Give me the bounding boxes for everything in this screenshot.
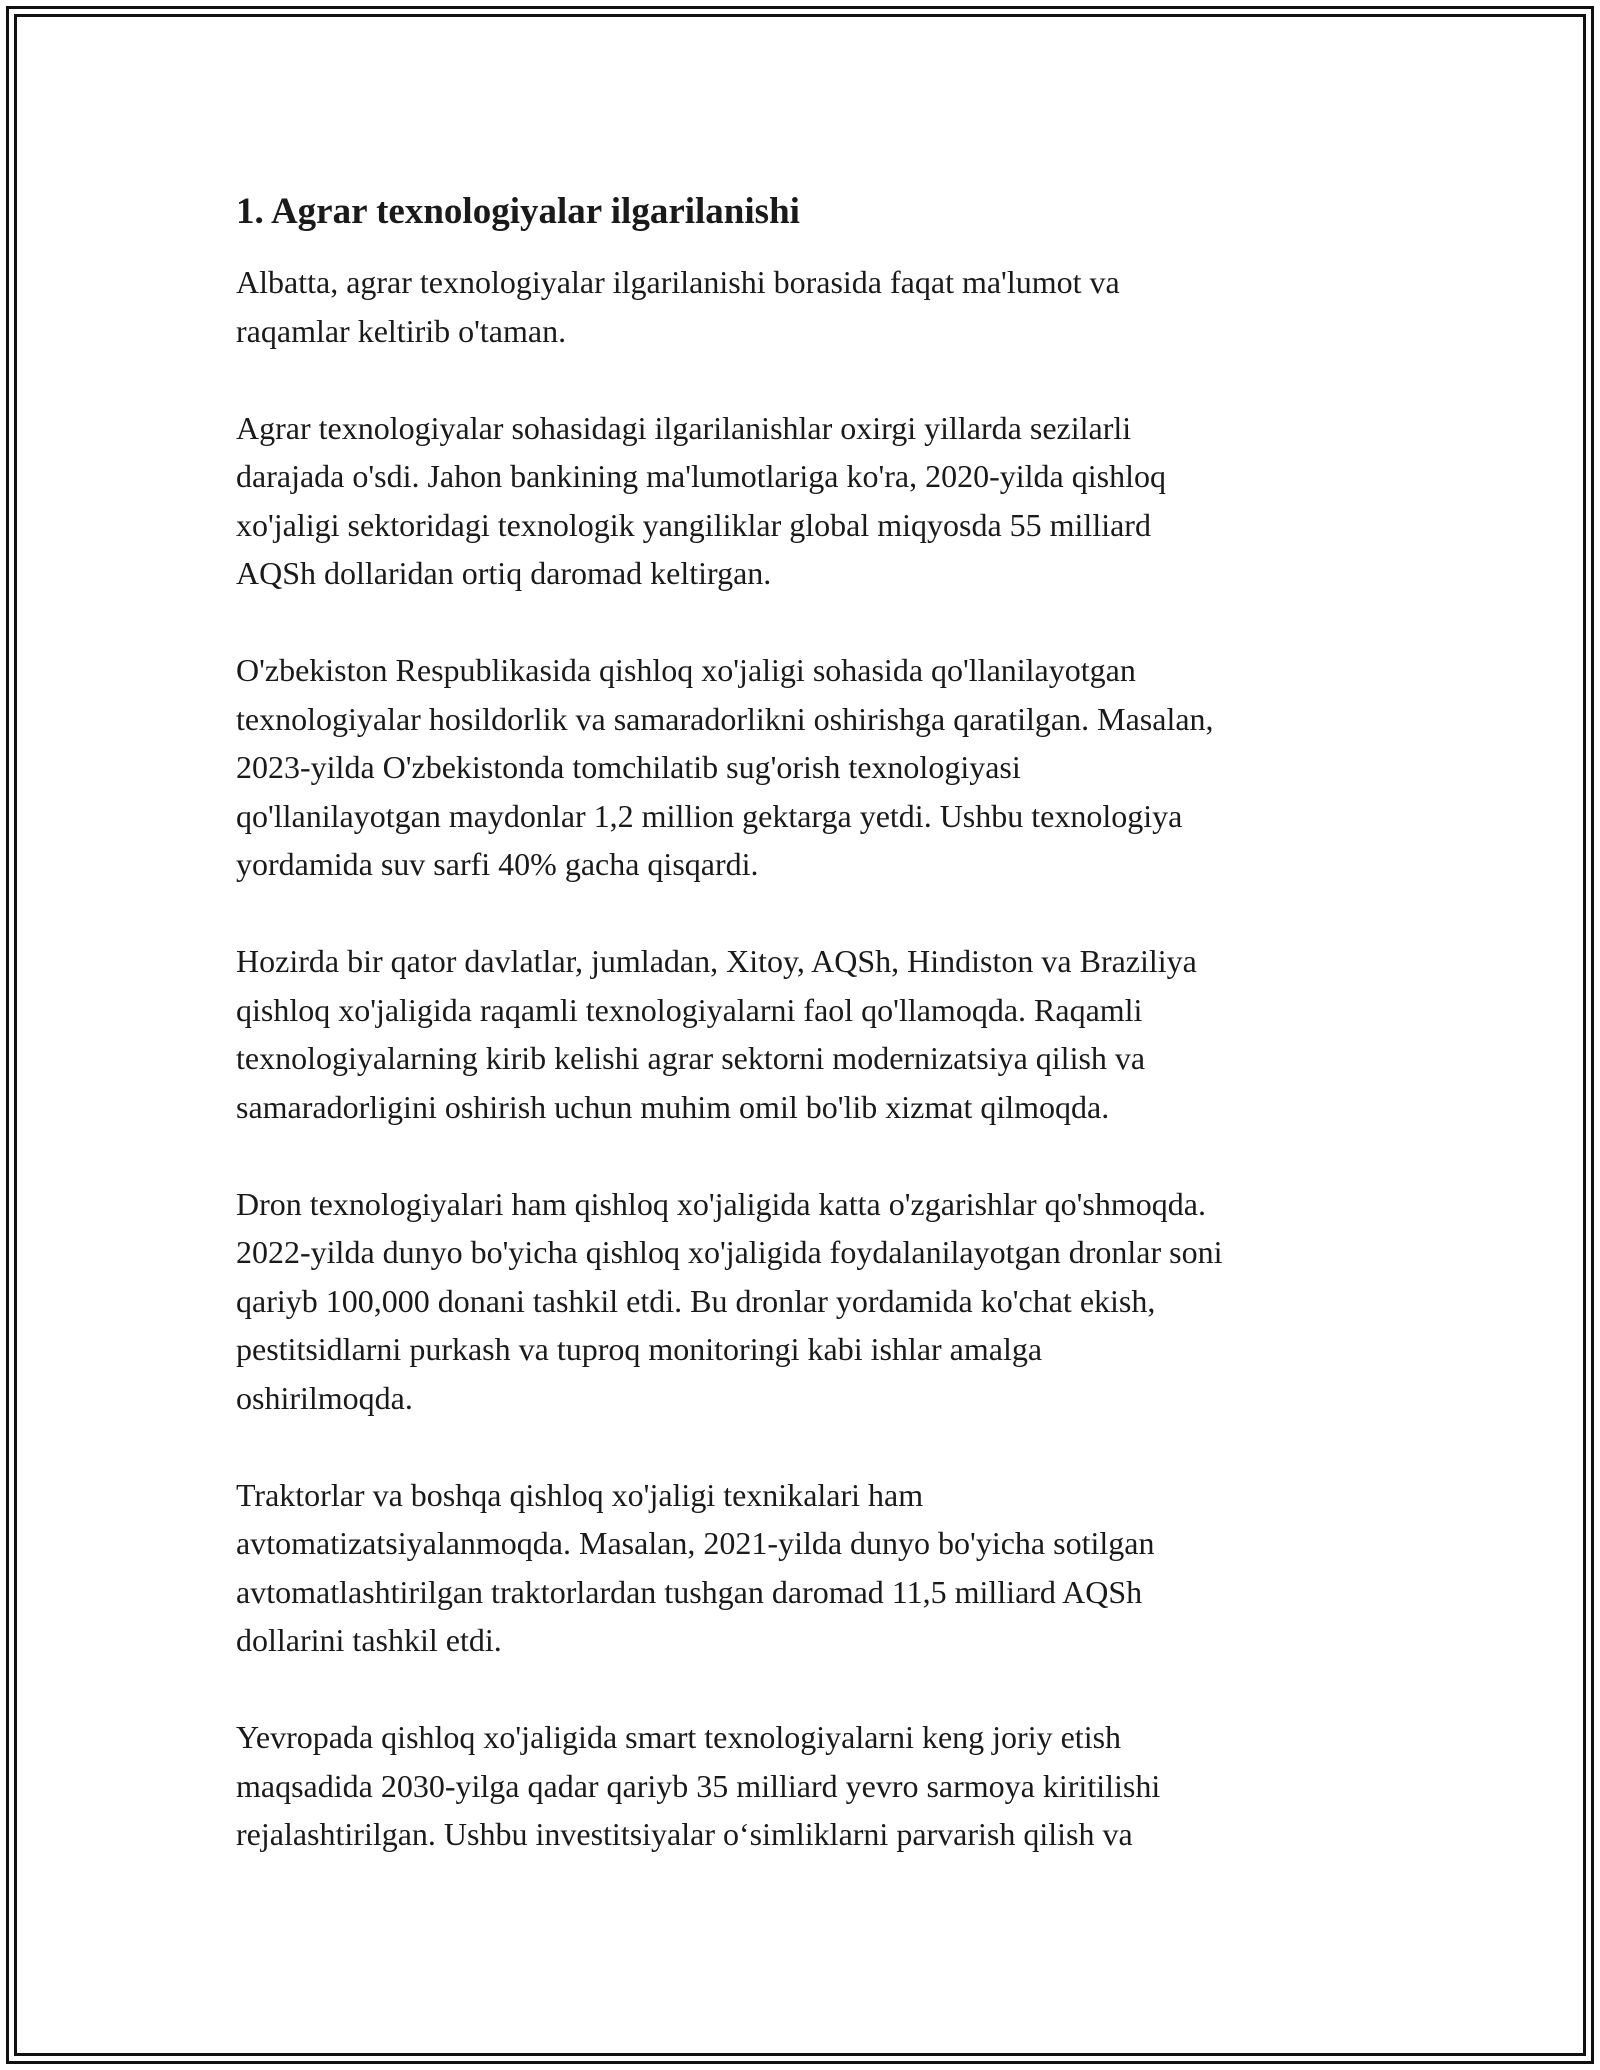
paragraph-line: oshirilmoqda. <box>236 1379 413 1416</box>
paragraph-line: 2022-yilda dunyo bo'yicha qishloq xo'jaligida foydalanilayotgan dronlar soni <box>236 1234 1223 1270</box>
paragraph-line: raqamlar keltirib o'taman. <box>236 312 567 349</box>
paragraph-line: qariyb 100,000 donani tashkil etdi. Bu dronlar yordamida ko'chat ekish, <box>236 1282 1156 1319</box>
paragraph <box>236 937 1366 1131</box>
paragraph-line: Traktorlar va boshqa qishloq xo'jaligi texnikalari ham <box>236 1476 924 1513</box>
paragraph <box>236 258 1366 355</box>
paragraph-line: pestitsidlarni purkash va tuproq monitoringi kabi ishlar amalga <box>236 1331 1043 1367</box>
paragraph-line: Yevropada qishloq xo'jaligida smart texnologiyalarni keng joriy etish <box>236 1719 1122 1755</box>
paragraph-line: yordamida suv sarfi 40% gacha qisqardi. <box>236 846 759 882</box>
paragraph-line: qishloq xo'jaligida raqamli texnologiyalarni faol qo'llamoqda. Raqamli <box>236 991 1143 1028</box>
paragraph-line: texnologiyalarning kirib kelishi agrar sektorni modernizatsiya qilish va <box>236 1040 1146 1076</box>
paragraph-line: AQSh dollaridan ortiq daromad keltirgan. <box>236 555 772 591</box>
paragraph <box>236 1180 1366 1423</box>
paragraph <box>236 1471 1366 1665</box>
paragraph-line: xo'jaligi sektoridagi texnologik yangiliklar global miqyosda 55 milliard <box>236 506 1151 543</box>
paragraph-line: Albatta, agrar texnologiyalar ilgarilanishi borasida faqat ma'lumot va <box>236 264 1120 300</box>
document-page <box>236 188 1366 1907</box>
paragraph-line: rejalashtirilgan. Ushbu investitsiyalar o‘simliklarni parvarish qilish va <box>236 1816 1133 1852</box>
paragraph-line: qo'llanilayotgan maydonlar 1,2 million gektarga yetdi. Ushbu texnologiya <box>236 797 1183 834</box>
paragraph <box>236 404 1366 598</box>
paragraph-line: avtomatizatsiyalanmoqda. Masalan, 2021-yilda dunyo bo'yicha sotilgan <box>236 1525 1155 1561</box>
section-heading: 1. Agrar texnologiyalar ilgarilanishi <box>236 191 800 232</box>
paragraph-line: Hozirda bir qator davlatlar, jumladan, Xitoy, AQSh, Hindiston va Braziliya <box>236 943 1197 979</box>
paragraph-line: 2023-yilda O'zbekistonda tomchilatib sug'orish texnologiyasi <box>236 749 1021 785</box>
paragraph <box>236 646 1366 889</box>
paragraph-line: samaradorligini oshirish uchun muhim omil bo'lib xizmat qilmoqda. <box>236 1088 1110 1125</box>
paragraph-line: Agrar texnologiyalar sohasidagi ilgarilanishlar oxirgi yillarda sezilarli <box>236 409 1132 446</box>
paragraph-line: O'zbekiston Respublikasida qishloq xo'jaligi sohasida qo'llanilayotgan <box>236 652 1136 688</box>
paragraph-line: avtomatlashtirilgan traktorlardan tushgan daromad 11,5 milliard AQSh <box>236 1573 1143 1610</box>
paragraph-line: darajada o'sdi. Jahon bankining ma'lumotlariga ko'ra, 2020-yilda qishloq <box>236 458 1166 494</box>
paragraph-line: texnologiyalar hosildorlik va samaradorlikni oshirishga qaratilgan. Masalan, <box>236 700 1214 737</box>
paragraph-line: maqsadida 2030-yilga qadar qariyb 35 milliard yevro sarmoya kiritilishi <box>236 1767 1161 1804</box>
paragraph-line: dollarini tashkil etdi. <box>236 1622 502 1658</box>
paragraph-list <box>236 258 1366 1859</box>
paragraph <box>236 1713 1366 1859</box>
paragraph-line: Dron texnologiyalari ham qishloq xo'jaligida katta o'zgarishlar qo'shmoqda. <box>236 1185 1206 1222</box>
